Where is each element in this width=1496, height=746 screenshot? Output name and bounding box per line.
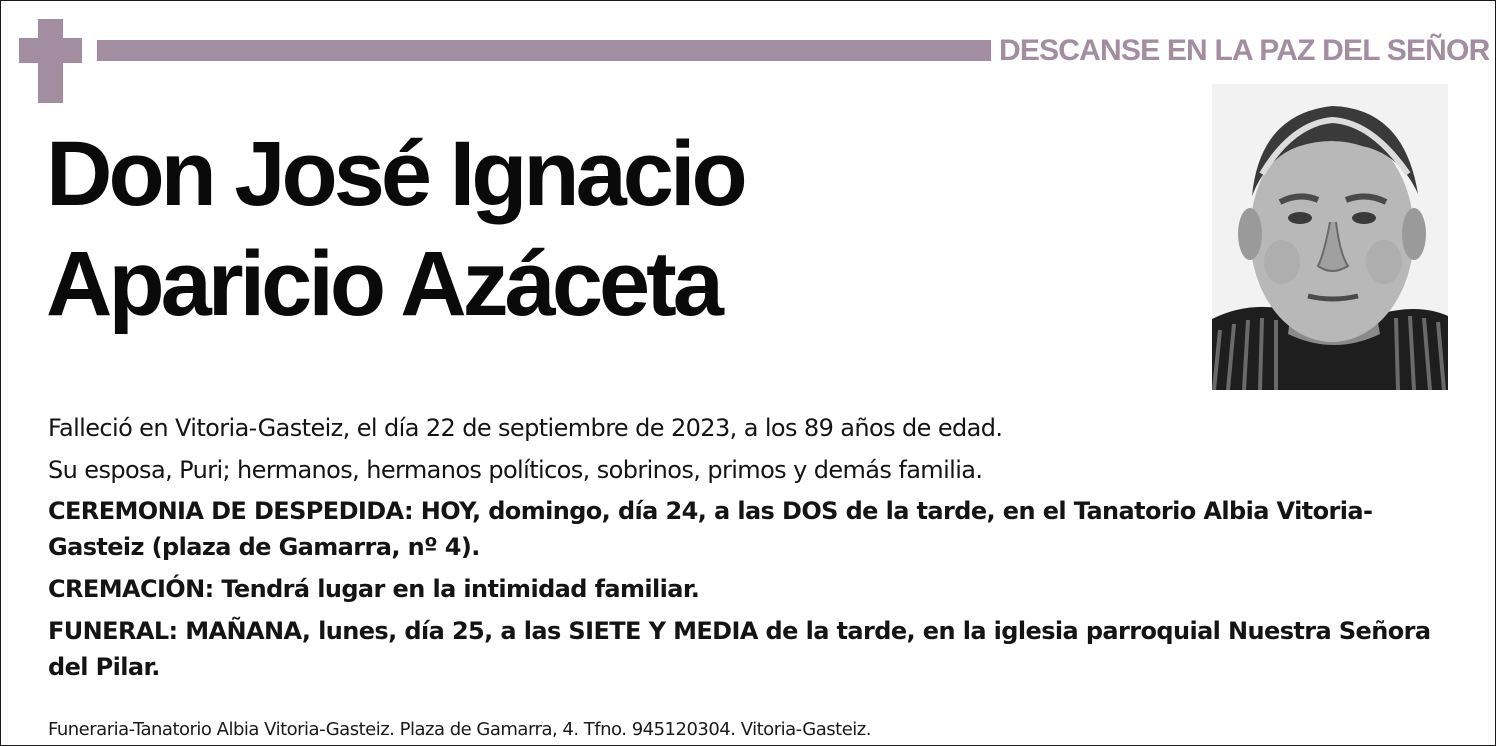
portrait-photo: [1212, 84, 1448, 390]
deceased-name-line1: Don José Ignacio: [46, 123, 744, 225]
cross-horizontal-bar: [19, 38, 82, 63]
portrait-illustration: [1212, 84, 1448, 390]
death-notice: Falleció en Vitoria-Gasteiz, el día 22 de septiembre de 2023, a los 89 años de edad.: [48, 414, 1003, 442]
funeral-notice: FUNERAL: MAÑANA, lunes, día 25, a las SIETE Y MEDIA de la tarde, en la iglesia parroquial Nuestra Señora del Pilar.: [48, 617, 1431, 681]
header-rule: [97, 40, 991, 61]
deceased-name-line2: Aparicio Azáceta: [46, 233, 720, 335]
header-motto: DESCANSE EN LA PAZ DEL SEÑOR: [999, 34, 1490, 67]
cremation-notice: CREMACIÓN: Tendrá lugar en la intimidad familiar.: [48, 575, 700, 603]
funeral-home-footer: Funeraria-Tanatorio Albia Vitoria-Gasteiz. Plaza de Gamarra, 4. Tfno. 945120304. Vitoria-Gasteiz.: [48, 719, 871, 740]
header-rule-end: [985, 40, 991, 61]
obituary-body: [48, 409, 1458, 691]
deceased-name: [46, 119, 744, 339]
ceremony-notice: CEREMONIA DE DESPEDIDA: HOY, domingo, día 24, a las DOS de la tarde, en el Tanatorio Albia Vitoria-Gasteiz (plaza de Gamarra, nº 4).: [48, 497, 1373, 561]
family-notice: Su esposa, Puri; hermanos, hermanos políticos, sobrinos, primos y demás familia.: [48, 456, 983, 484]
